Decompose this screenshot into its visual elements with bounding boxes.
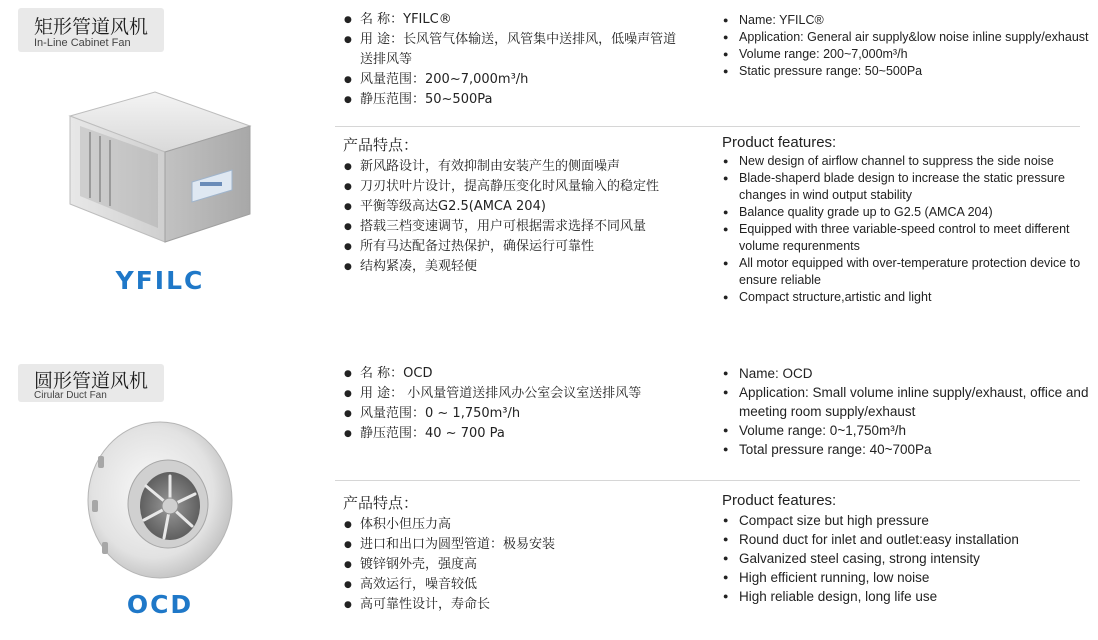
spec-volume-en: ● Volume range: 200~7,000m³/h (722, 46, 1092, 63)
product-title-box (18, 364, 164, 402)
spec-pressure-cn: ● 静压范围：40 ~ 700 Pa (343, 424, 683, 444)
feature-item-cn: ● 搭载三档变速调节，用户可根据需求选择不同风量 (343, 217, 683, 237)
feature-item-cn: ● 结构紧凑，美观轻便 (343, 257, 683, 277)
feature-item-cn: ● 所有马达配备过热保护，确保运行可靠性 (343, 237, 683, 257)
spec-volume-en: ● Volume range: 0~1,750m³/h (722, 421, 1092, 440)
feature-item-cn: ● 高可靠性设计，寿命长 (343, 595, 683, 615)
feature-item-cn: ● 平衡等级高达G2.5(AMCA 204) (343, 197, 683, 217)
feature-item-en: ● All motor equipped with over-temperature protection device to ensure reliable (722, 255, 1092, 289)
feature-item-cn: ● 新风路设计，有效抑制由安装产生的侧面噪声 (343, 157, 683, 177)
feature-item-cn: ● 进口和出口为圆型管道：极易安装 (343, 535, 683, 555)
features-heading-en: Product features: (722, 492, 837, 509)
spec-name-cn: ● 名 称：OCD (343, 364, 683, 384)
specs-cn (343, 10, 683, 110)
product-title-en: Cirular Duct Fan (34, 390, 107, 401)
feature-item-cn: ● 刀刃状叶片设计，提高静压变化时风量输入的稳定性 (343, 177, 683, 197)
specs-en (722, 364, 1092, 459)
features-heading-cn: 产品特点： (343, 494, 419, 512)
feature-item-en: ● Galvanized steel casing, strong intensity (722, 549, 1092, 568)
model-name: YFILC (115, 266, 205, 295)
features-heading-en: Product features: (722, 134, 837, 151)
divider (335, 480, 1080, 481)
features-en (722, 492, 1092, 606)
feature-item-en: ● Equipped with three variable-speed control to meet different volume requrenments (722, 221, 1092, 255)
spec-application-cn: ● 用 途：长风管气体输送，风管集中送排风，低噪声管道送排风等 (343, 30, 683, 70)
feature-item-en: ● Balance quality grade up to G2.5 (AMCA 204) (722, 204, 1092, 221)
duct-fan-image (80, 416, 240, 586)
features-cn (343, 492, 683, 615)
features-heading-cn: 产品特点： (343, 136, 419, 154)
spec-pressure-en: ● Static pressure range: 50~500Pa (722, 63, 1092, 80)
specs-en (722, 12, 1092, 80)
spec-application-en: ● Application: Small volume inline supply/exhaust, office and meeting room supply/exhaust (722, 383, 1092, 421)
features-cn (343, 134, 683, 277)
spec-name-en: ● Name: OCD (722, 364, 1092, 383)
feature-item-en: ● High efficient running, low noise (722, 568, 1092, 587)
feature-item-en: ● New design of airflow channel to suppress the side noise (722, 153, 1092, 170)
spec-pressure-cn: ● 静压范围：50~500Pa (343, 90, 683, 110)
product-title-box (18, 8, 164, 52)
features-en (722, 134, 1092, 306)
cabinet-fan-image (60, 86, 260, 246)
feature-item-en: ● Compact size but high pressure (722, 511, 1092, 530)
spec-pressure-en: ● Total pressure range: 40~700Pa (722, 440, 1092, 459)
feature-item-en: ● High reliable design, long life use (722, 587, 1092, 606)
feature-item-en: ● Compact structure,artistic and light (722, 289, 1092, 306)
feature-item-cn: ● 镀锌钢外壳，强度高 (343, 555, 683, 575)
product-ocd (0, 356, 1098, 640)
spec-application-cn: ● 用 途： 小风量管道送排风办公室会议室送排风等 (343, 384, 683, 404)
spec-application-en: ● Application: General air supply&low noise inline supply/exhaust (722, 29, 1092, 46)
spec-volume-cn: ● 风量范围：0 ~ 1,750m³/h (343, 404, 683, 424)
feature-item-cn: ● 体积小但压力高 (343, 515, 683, 535)
specs-cn (343, 364, 683, 444)
product-title-en: In-Line Cabinet Fan (34, 37, 131, 49)
product-title-zh: 圆形管道风机 (34, 370, 149, 392)
feature-item-cn: ● 高效运行，噪音较低 (343, 575, 683, 595)
spec-name-cn: ● 名 称：YFILC® (343, 10, 683, 30)
model-name: OCD (126, 590, 194, 619)
divider (335, 126, 1080, 127)
spec-name-en: ● Name: YFILC® (722, 12, 1092, 29)
product-title-zh: 矩形管道风机 (34, 16, 149, 38)
spec-volume-cn: ● 风量范围：200~7,000m³/h (343, 70, 683, 90)
feature-item-en: ● Blade-shaperd blade design to increase the static pressure changes in wind output stability (722, 170, 1092, 204)
feature-item-en: ● Round duct for inlet and outlet:easy installation (722, 530, 1092, 549)
